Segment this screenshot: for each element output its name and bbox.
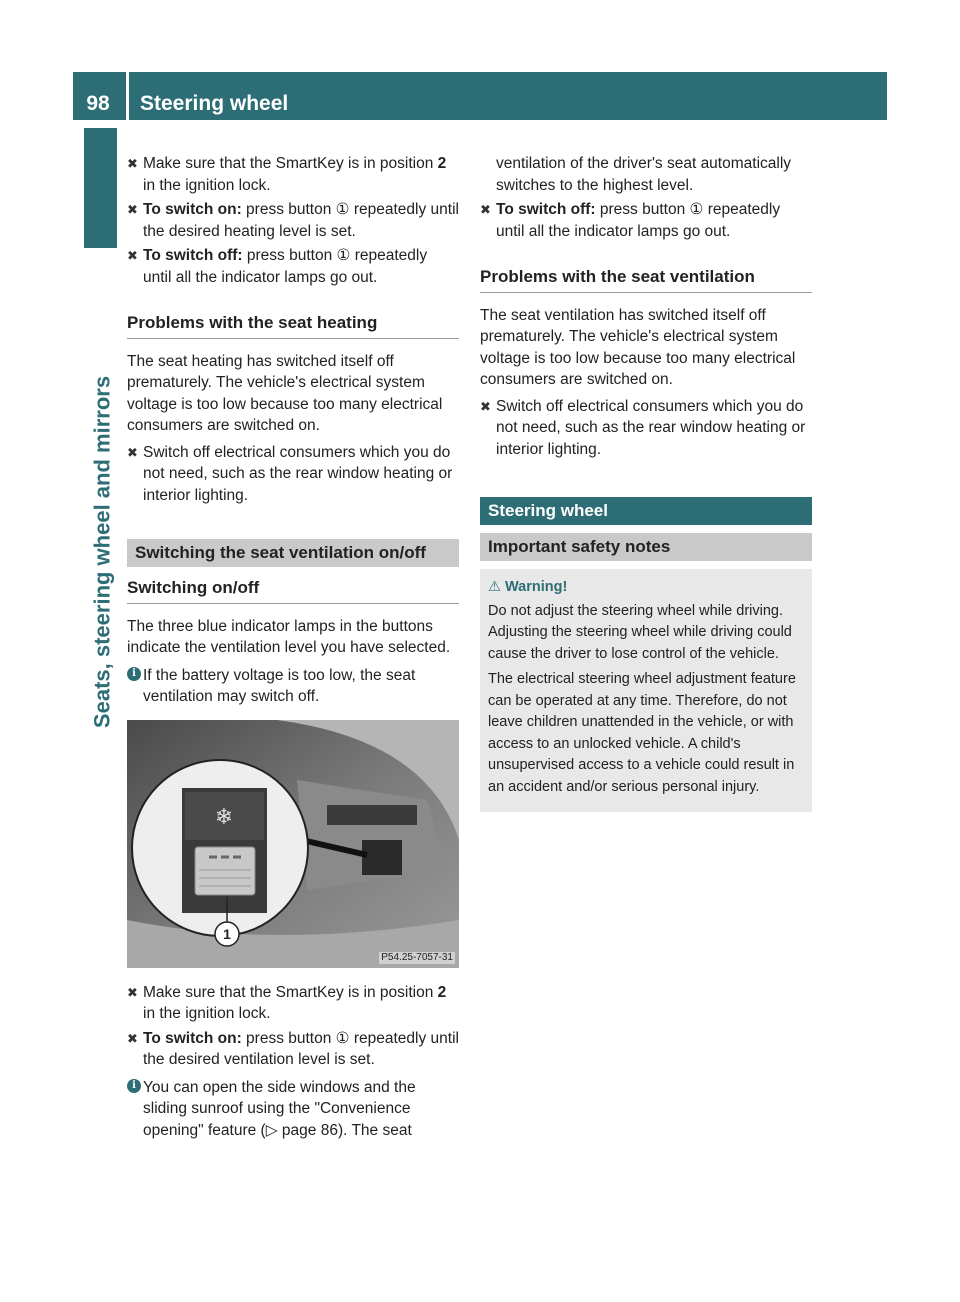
step-arrow-icon: ✖ <box>127 984 138 1000</box>
step-arrow-icon: ✖ <box>127 156 138 171</box>
warning-paragraph-1: Do not adjust the steering wheel while driving. Adjusting the steering wheel while driving could cause the driver to lose control of the vehicle. <box>488 602 792 662</box>
paragraph-heating: The seat heating has switched itself off prematurely. The vehicle's electrical system voltage is too low because too many electrical consumers are switched on. <box>127 352 443 434</box>
paragraph-blue-lamps: The three blue indicator lamps in the buttons indicate the ventilation level you have selected. <box>127 617 451 656</box>
page-number: 98 <box>86 92 110 115</box>
info-icon: i <box>127 1079 141 1093</box>
step-ventilation-consumers: ✖ Switch off electrical consumers which you do not need, such as the rear window heating or interior lighting. <box>480 397 806 458</box>
header-separator <box>126 72 129 120</box>
info-windows: i You can open the side windows and the sliding sunroof using the "Convenience opening" feature (▷ page 86). The seat <box>127 1077 459 1142</box>
image-code: P54.25-7057-31 <box>381 951 453 963</box>
right-column <box>480 153 812 812</box>
step-arrow-icon: ✖ <box>480 398 491 414</box>
step-switch-on-ventilation: ✖ To switch on: press button ① repeatedly until the desired ventilation level is set. <box>127 1029 459 1068</box>
info-icon: i <box>127 667 141 681</box>
section-bar-safety-notes: Important safety notes <box>480 533 812 561</box>
heading-ventilation-problems: Problems with the seat ventilation <box>480 266 812 293</box>
side-section-label: Seats, steering wheel and mirrors <box>89 375 115 729</box>
left-column <box>127 153 459 1146</box>
image-callout-label: 1 <box>223 925 231 942</box>
warning-box <box>480 569 812 812</box>
seat-ventilation-illustration <box>127 720 459 968</box>
info-battery: i If the battery voltage is too low, the seat ventilation may switch off. <box>127 665 459 708</box>
heading-heating-problems: Problems with the seat heating <box>127 312 459 339</box>
section-bar-ventilation: Switching the seat ventilation on/off <box>127 539 459 567</box>
step-smartkey: ✖ Make sure that the SmartKey is in position 2 in the ignition lock. <box>127 155 447 194</box>
side-tab-marker <box>84 128 117 248</box>
seat-ventilation-image <box>127 720 459 968</box>
step-switch-off-ventilation: ✖ To switch off: press button ① repeatedly until all the indicator lamps go out. <box>480 201 781 240</box>
step-arrow-icon: ✖ <box>127 248 138 263</box>
warning-heading: ⚠ Warning! <box>488 579 568 595</box>
step-heating-consumers: ✖ Switch off electrical consumers which you do not need, such as the rear window heating or interior lighting. <box>127 443 453 504</box>
step-switch-on: ✖ To switch on: press button ① repeatedly until the desired heating level is set. <box>127 201 459 240</box>
step-arrow-icon: ✖ <box>480 202 491 217</box>
svg-text:❄: ❄ <box>214 804 234 830</box>
step-arrow-icon: ✖ <box>127 202 138 217</box>
info-continuation: ventilation of the driver's seat automatically switches to the highest level. <box>496 155 792 194</box>
page-header <box>73 72 887 120</box>
heading-switching-on-off: Switching on/off <box>127 577 459 604</box>
page-title: Steering wheel <box>140 92 289 115</box>
paragraph-ventilation: The seat ventilation has switched itself off prematurely. The vehicle's electrical system voltage is too low because too many electrical consumers are switched on. <box>480 306 796 388</box>
section-bar-steering-wheel: Steering wheel <box>480 497 812 525</box>
step-smartkey-2: ✖ Make sure that the SmartKey is in position 2 in the ignition lock. <box>127 983 447 1022</box>
step-arrow-icon: ✖ <box>127 1030 138 1046</box>
step-arrow-icon: ✖ <box>127 444 138 460</box>
warning-triangle-icon: ⚠ <box>488 579 501 595</box>
warning-paragraph-2: The electrical steering wheel adjustment feature can be operated at any time. Therefore, do not leave children unattended in the vehicle, or with access to an unlocked vehicle. A child's unsupervised access to a vehicle could result in an accident and/or serious personal injury. <box>488 671 796 795</box>
step-switch-off: ✖ To switch off: press button ① repeatedly until all the indicator lamps go out. <box>127 247 428 286</box>
